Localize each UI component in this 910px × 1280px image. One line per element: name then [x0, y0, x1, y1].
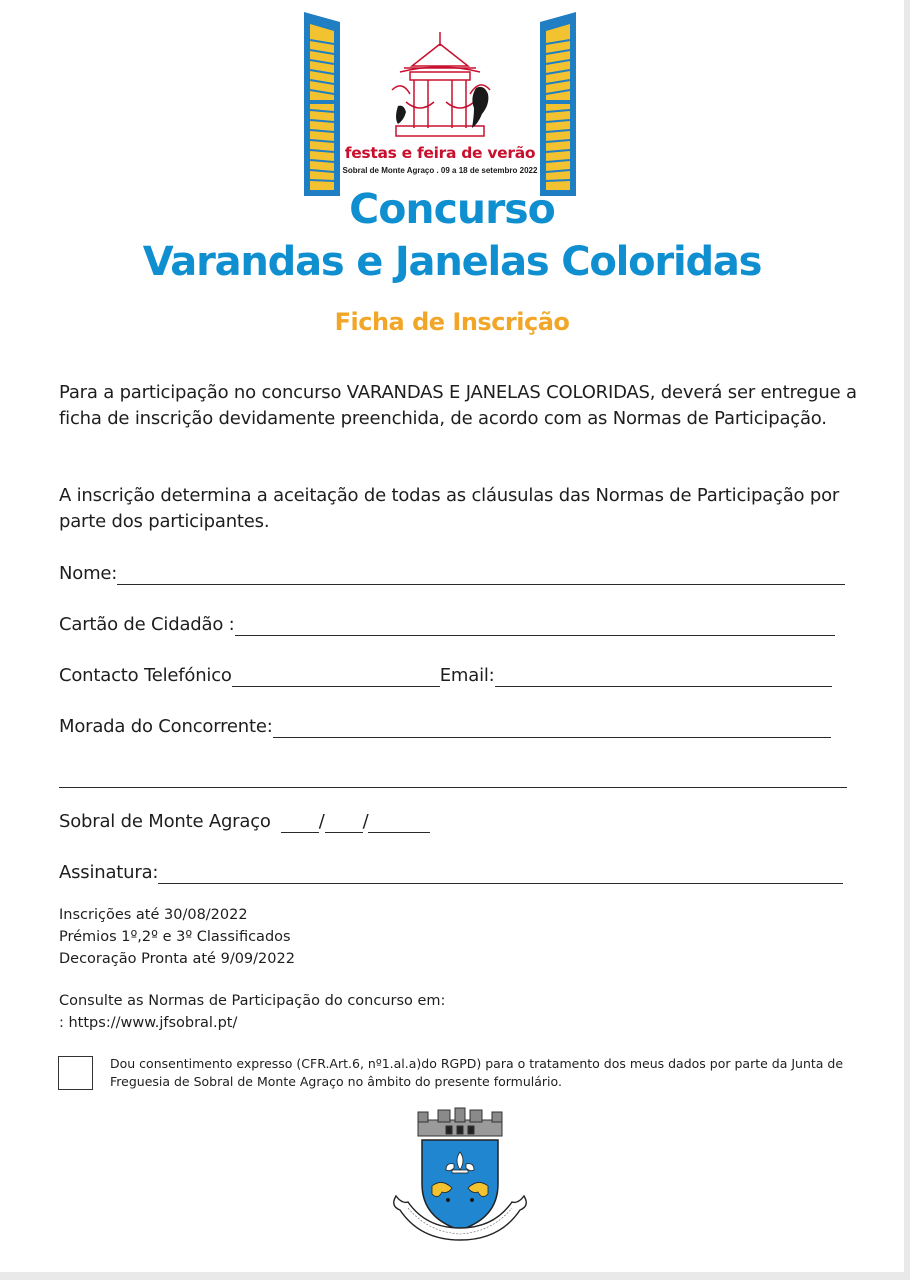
citizen-card-field[interactable] [59, 606, 835, 636]
month-input-line[interactable] [325, 810, 363, 833]
citizen-card-input-line[interactable] [235, 613, 835, 636]
name-label: Nome: [59, 563, 118, 584]
place-label: Sobral de Monte Agraço [59, 811, 271, 832]
left-shutter-icon [304, 12, 340, 196]
rules-link[interactable]: : https://www.jfsobral.pt/ [59, 1015, 238, 1031]
contest-notes [59, 904, 295, 970]
consent-checkbox[interactable] [58, 1056, 93, 1090]
date-separator: / [362, 811, 369, 832]
signature-label: Assinatura: [59, 862, 159, 883]
address-input-line[interactable] [273, 715, 831, 738]
phone-label: Contacto Telefónico [59, 665, 232, 686]
page-title-contest-name: Varandas e Janelas Coloridas [142, 239, 762, 285]
phone-input-line[interactable] [232, 664, 440, 687]
consent-text: Dou consentimento expresso (CFR.Art.6, nº1.al.a)do RGPD) para o tratamento dos meus dados por parte da Junta de Freguesia de Sobral de Monte Agraço no âmbito do presente formulário. [110, 1056, 844, 1089]
citizen-card-label: Cartão de Cidadão : [59, 614, 235, 635]
page-title: Concurso [349, 185, 555, 233]
acceptance-paragraph: A inscrição determina a aceitação de todas as cláusulas das Normas de Participação por parte dos participantes. [59, 485, 840, 532]
day-input-line[interactable] [281, 810, 319, 833]
intro-paragraph: Para a participação no concurso VARANDAS E JANELAS COLORIDAS, deverá ser entregue a ficha de inscrição devidamente preenchida, de acordo com as Normas de Participação. [59, 382, 857, 429]
name-input-line[interactable] [117, 562, 845, 585]
email-label: Email: [439, 665, 495, 686]
prizes-info: Prémios 1º,2º e 3º Classificados [59, 929, 291, 945]
date-separator: / [318, 811, 325, 832]
registration-deadline: Inscrições até 30/08/2022 [59, 907, 248, 923]
consult-text: Consulte as Normas de Participação do concurso em: [59, 993, 446, 1009]
address-field[interactable] [59, 708, 831, 738]
mural-crown-icon [418, 1108, 502, 1136]
festival-title: festas e feira de verão [344, 144, 536, 162]
address-second-line-field[interactable] [59, 758, 847, 788]
decoration-deadline: Decoração Pronta até 9/09/2022 [59, 951, 295, 967]
address-label: Morada do Concorrente: [59, 716, 273, 737]
right-shutter-icon [540, 12, 576, 196]
place-date-field[interactable] [59, 803, 430, 833]
phone-email-field[interactable] [59, 657, 832, 687]
parish-crest-icon [388, 1106, 532, 1246]
name-field[interactable] [59, 555, 845, 585]
signature-field[interactable] [59, 854, 843, 884]
consult-rules [59, 990, 445, 1034]
email-input-line[interactable] [495, 664, 832, 687]
signature-input-line[interactable] [158, 861, 843, 884]
address-input-line-2[interactable] [59, 765, 847, 788]
festival-dates: Sobral de Monte Agraço . 09 a 18 de setembro 2022 [342, 166, 538, 175]
form-subtitle: Ficha de Inscrição [334, 308, 570, 336]
year-input-line[interactable] [368, 810, 430, 833]
